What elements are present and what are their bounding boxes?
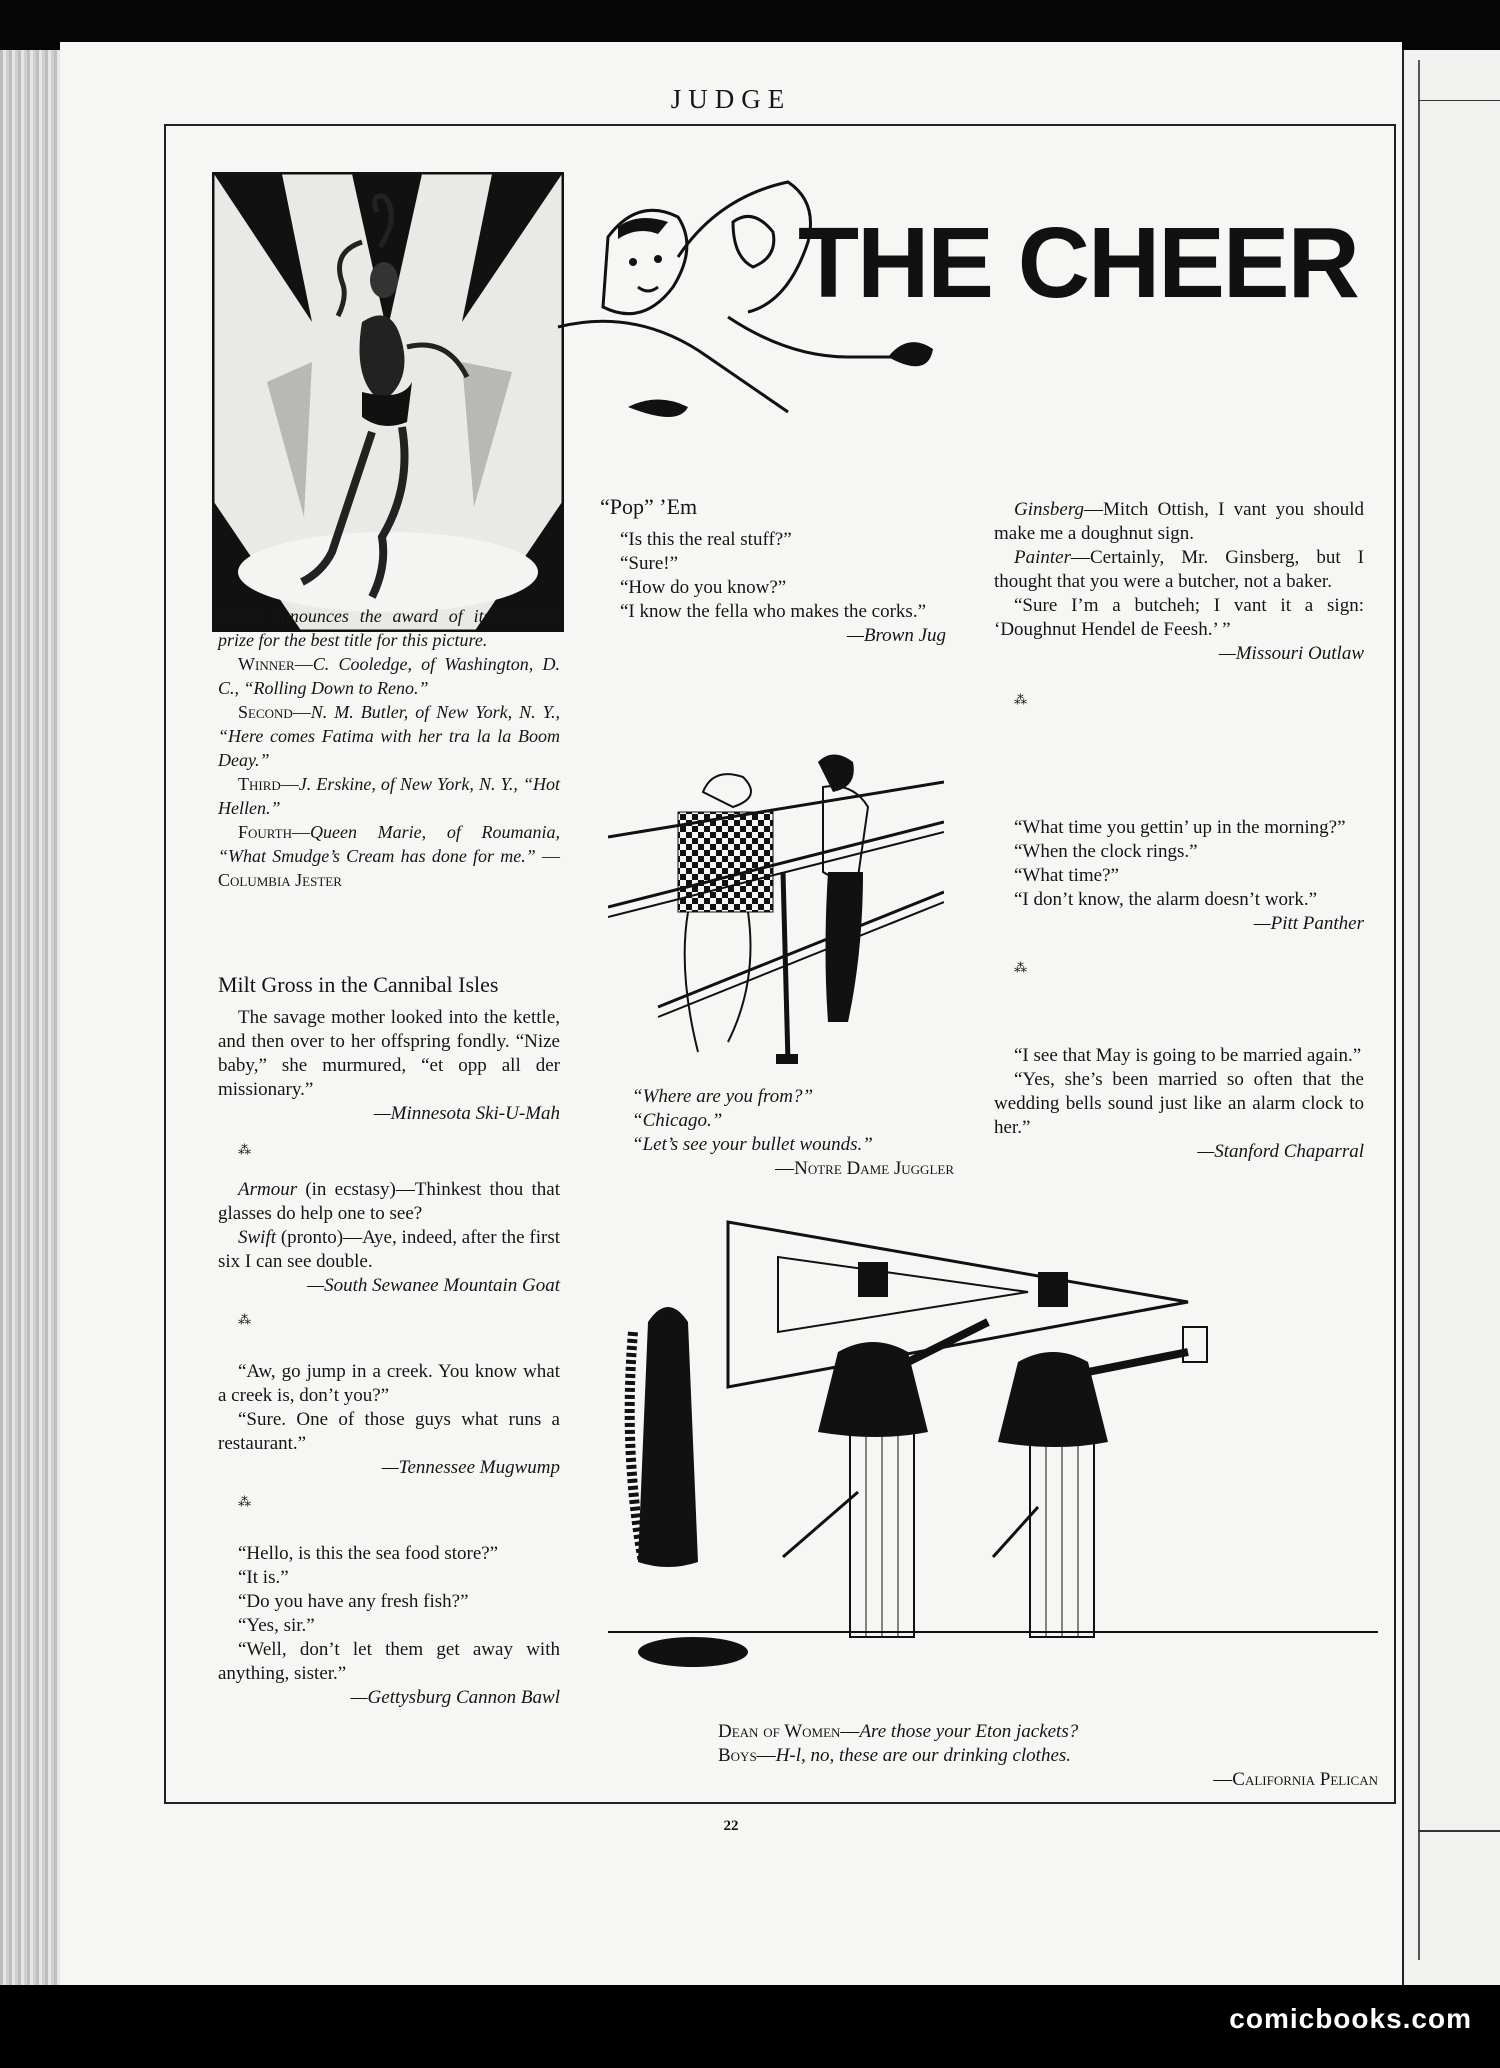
creek-block [218,1360,560,1514]
second-label: Second— [238,702,311,722]
sea-food-line-5: “Well, don’t let them get away with anything, sister.” [218,1639,560,1684]
pop-em-line-3: “How do you know?” [620,577,787,598]
may-line-2: “Yes, she’s been married so often that the wedding bells sound just like an alarm clock to her.” [994,1069,1364,1138]
book-page-edges [0,50,60,1985]
third-text: J. Erskine, of New York, N. Y., “Hot Hellen.” [218,774,560,818]
milt-gross-text: The savage mother looked into the kettle, and then over to her offspring fondly. “Nize baby,” she murmured, “et opp all der missionary.” [218,1007,560,1100]
running-head: JUDGE [670,84,792,114]
magazine-page [60,42,1402,1985]
separator-star: ⁂ [238,1142,252,1157]
creek-line-2: “Sure. One of those guys what runs a restaurant.” [218,1409,560,1454]
sea-food-line-2: “It is.” [238,1567,289,1588]
pop-em-block [600,492,946,648]
ginsberg-line-3: “Sure I’m a butcheh; I vant it a sign: ‘Doughnut Hendel de Feesh.’ ” [994,595,1364,640]
winner-label: Winner— [238,654,313,674]
fourth-text: Queen Marie, of Roumania, “What Smudge’s Cream has done for me.” [218,822,560,866]
pop-em-line-4: “I know the fella who makes the corks.” [620,601,927,622]
separator-star: ⁂ [1014,960,1028,975]
sea-food-line-3: “Do you have any fresh fish?” [238,1591,469,1612]
creek-line-1: “Aw, go jump in a creek. You know what a creek is, don’t you?” [218,1361,560,1406]
juggler-line-1: “Where are you from?” [632,1086,814,1107]
armour-source: —South Sewanee Mountain Goat [307,1275,560,1296]
pelican-source: —California Pelican [1213,1769,1378,1790]
pop-em-line-2: “Sure!” [620,553,679,574]
milt-gross-block [218,970,560,1162]
dancer-illustration [212,172,564,632]
third-label: Third— [238,774,299,794]
pop-em-line-1: “Is this the real stuff?” [620,529,792,550]
armour-line: (in ecstasy)—Thinkest thou that glasses do help one to see? [218,1179,560,1224]
ginsberg-source: —Missouri Outlaw [1218,643,1364,664]
jester-source: —Columbia Jester [218,846,560,890]
alarm-block [994,816,1364,980]
winner-text: C. Cooledge, of Washington, D. C., “Rolling Down to Reno.” [218,654,560,698]
railing-cartoon [608,742,944,1082]
cheer-cartoon [538,167,1384,457]
ginsberg-line-2: —Certainly, Mr. Ginsberg, but I thought that you were a butcher, not a baker. [994,547,1364,592]
creek-source: —Tennessee Mugwump [381,1457,560,1478]
jester-intro: Jester announces the award of its $50,000 prize for the best title for this picture. [218,606,560,650]
juggler-line-3: “Let’s see your bullet wounds.” [632,1134,873,1155]
eton-jackets-cartoon [608,1212,1378,1682]
swift-speaker: Swift [238,1227,277,1248]
juggler-source: —Notre Dame Juggler [775,1158,954,1179]
separator-star: ⁂ [1014,692,1028,707]
second-text: N. M. Butler, of New York, N. Y., “Here comes Fatima with her tra la la Boom Deay.” [218,702,560,770]
pop-em-source: —Brown Jug [846,625,946,646]
alarm-line-2: “When the clock rings.” [1014,841,1198,862]
may-source: —Stanford Chaparral [1197,1141,1364,1162]
alarm-line-4: “I don’t know, the alarm doesn’t work.” [1014,889,1318,910]
sea-food-block [218,1542,560,1710]
alarm-line-3: “What time?” [1014,865,1119,886]
boys-label: Boys— [718,1745,776,1766]
cheer-title: THE CHEER [798,207,1358,319]
juggler-block [632,1085,954,1181]
may-line-1: “I see that May is going to be married again.” [1014,1045,1362,1066]
fourth-label: Fourth— [238,822,311,842]
page-number: 22 [723,1818,739,1834]
swift-line: (pronto)—Aye, indeed, after the first six I can see double. [218,1227,560,1272]
alarm-source: —Pitt Panther [1253,913,1364,934]
sea-food-line-1: “Hello, is this the sea food store?” [238,1543,499,1564]
alarm-line-1: “What time you gettin’ up in the morning?” [1014,817,1346,838]
jester-award-block [218,604,560,892]
facing-page-edge [1402,50,1500,1985]
painter-speaker: Painter [1014,547,1071,568]
armour-speaker: Armour [238,1179,298,1200]
watermark: comicbooks.com [1229,2003,1472,2034]
armour-block [218,1178,560,1332]
ginsberg-line-1: —Mitch Ottish, I vant you should make me a doughnut sign. [994,499,1364,544]
dean-line: Are those your Eton jackets? [859,1721,1079,1742]
juggler-line-2: “Chicago.” [632,1110,723,1131]
ginsberg-speaker: Ginsberg [1014,499,1085,520]
milt-gross-source: —Minnesota Ski-U-Mah [373,1103,560,1124]
pelican-caption-block [718,1720,1378,1792]
sea-food-line-4: “Yes, sir.” [238,1615,315,1636]
pop-em-title: “Pop” ’Em [600,494,698,519]
milt-gross-title: Milt Gross in the Cannibal Isles [218,972,499,997]
may-block [994,1044,1364,1164]
sea-food-source: —Gettysburg Cannon Bawl [350,1687,560,1708]
ginsberg-block [994,498,1364,712]
separator-star: ⁂ [238,1494,252,1509]
dean-label: Dean of Women— [718,1721,860,1742]
separator-star: ⁂ [238,1312,252,1327]
boys-line: H-l, no, these are our drinking clothes. [775,1745,1072,1766]
